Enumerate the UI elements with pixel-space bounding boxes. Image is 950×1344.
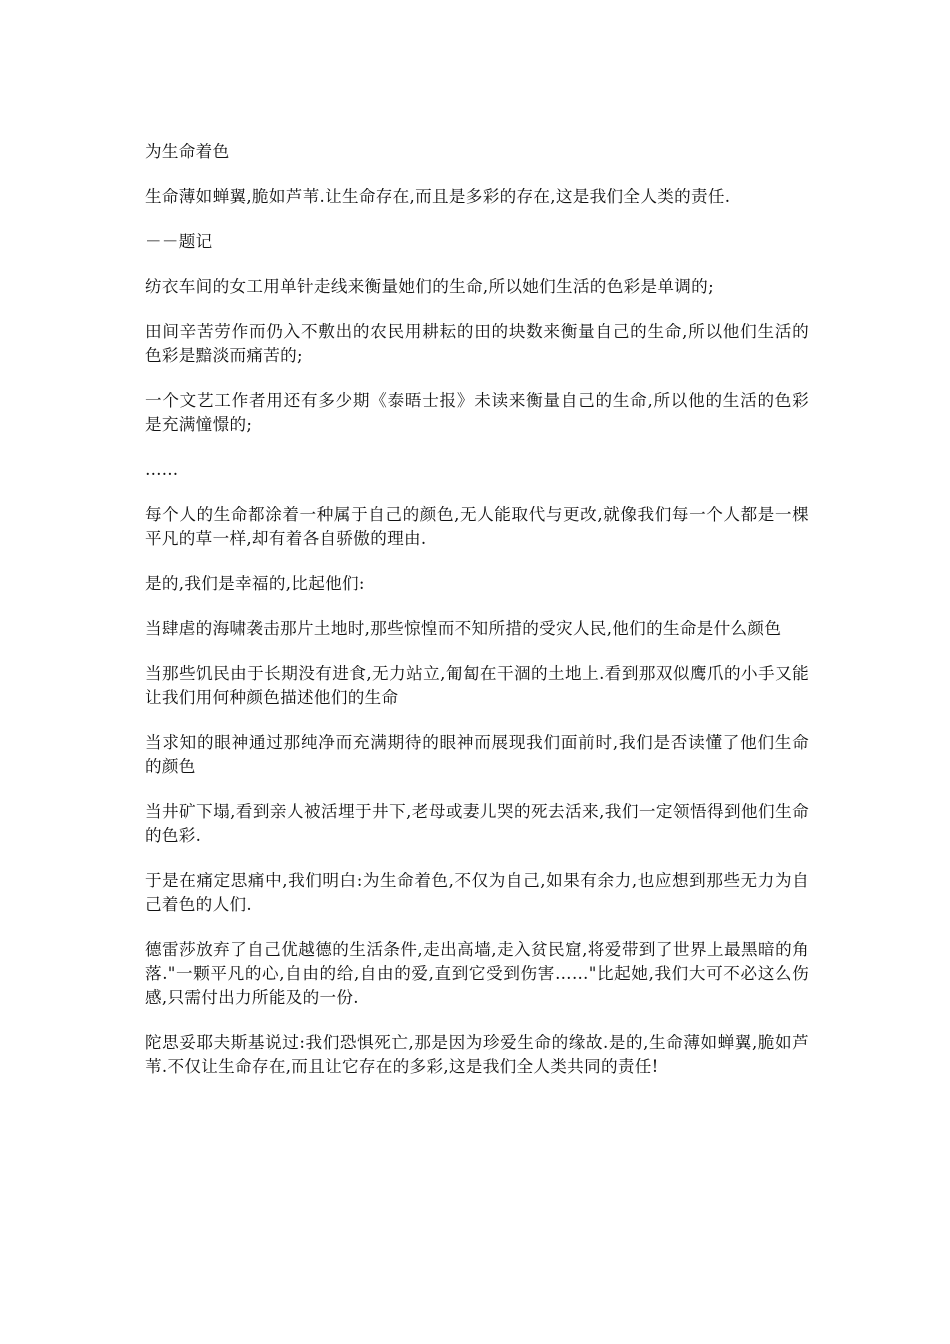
epigraph-attribution: －－题记: [145, 232, 213, 251]
paragraph: 当井矿下塌,看到亲人被活埋于井下,老母或妻儿哭的死去活来,我们一定领悟得到他们生命的色彩.: [145, 802, 809, 845]
document-body: [145, 140, 809, 1100]
epigraph: 生命薄如蝉翼,脆如芦苇.让生命存在,而且是多彩的存在,这是我们全人类的责任.: [145, 187, 731, 206]
paragraph: 是的,我们是幸福的,比起他们:: [145, 574, 365, 593]
paragraph: 当肆虐的海啸袭击那片土地时,那些惊惶而不知所措的受灾人民,他们的生命是什么颜色: [145, 619, 782, 638]
paragraph: 田间辛苦劳作而仍入不敷出的农民用耕耘的田的块数来衡量自己的生命,所以他们生活的色彩是黯淡而痛苦的;: [145, 322, 809, 365]
document-title: 为生命着色: [145, 142, 230, 161]
paragraph: 当那些饥民由于长期没有进食,无力站立,匍匐在干涸的土地上.看到那双似鹰爪的小手又能让我们用何种颜色描述他们的生命: [145, 664, 809, 707]
paragraph: 每个人的生命都涂着一种属于自己的颜色,无人能取代与更改,就像我们每一个人都是一棵平凡的草一样,却有着各自骄傲的理由.: [145, 505, 809, 548]
paragraph: 一个文艺工作者用还有多少期《泰晤士报》未读来衡量自己的生命,所以他的生活的色彩是充满憧憬的;: [145, 391, 809, 434]
ellipsis-paragraph: ……: [145, 460, 179, 479]
paragraph: 德雷莎放弃了自己优越德的生活条件,走出高墙,走入贫民窟,将爱带到了世界上最黑暗的角落."一颗平凡的心,自由的给,自由的爱,直到它受到伤害……"比起她,我们大可不必这么伤感,只需付出力所能及的一份.: [145, 940, 809, 1007]
paragraph: 陀思妥耶夫斯基说过:我们恐惧死亡,那是因为珍爱生命的缘故.是的,生命薄如蝉翼,脆如芦苇.不仅让生命存在,而且让它存在的多彩,这是我们全人类共同的责任!: [145, 1033, 809, 1076]
paragraph: 纺衣车间的女工用单针走线来衡量她们的生命,所以她们生活的色彩是单调的;: [145, 277, 714, 296]
paragraph: 当求知的眼神通过那纯净而充满期待的眼神而展现我们面前时,我们是否读懂了他们生命的颜色: [145, 733, 809, 776]
paragraph: 于是在痛定思痛中,我们明白:为生命着色,不仅为自己,如果有余力,也应想到那些无力为自己着色的人们.: [145, 871, 809, 914]
